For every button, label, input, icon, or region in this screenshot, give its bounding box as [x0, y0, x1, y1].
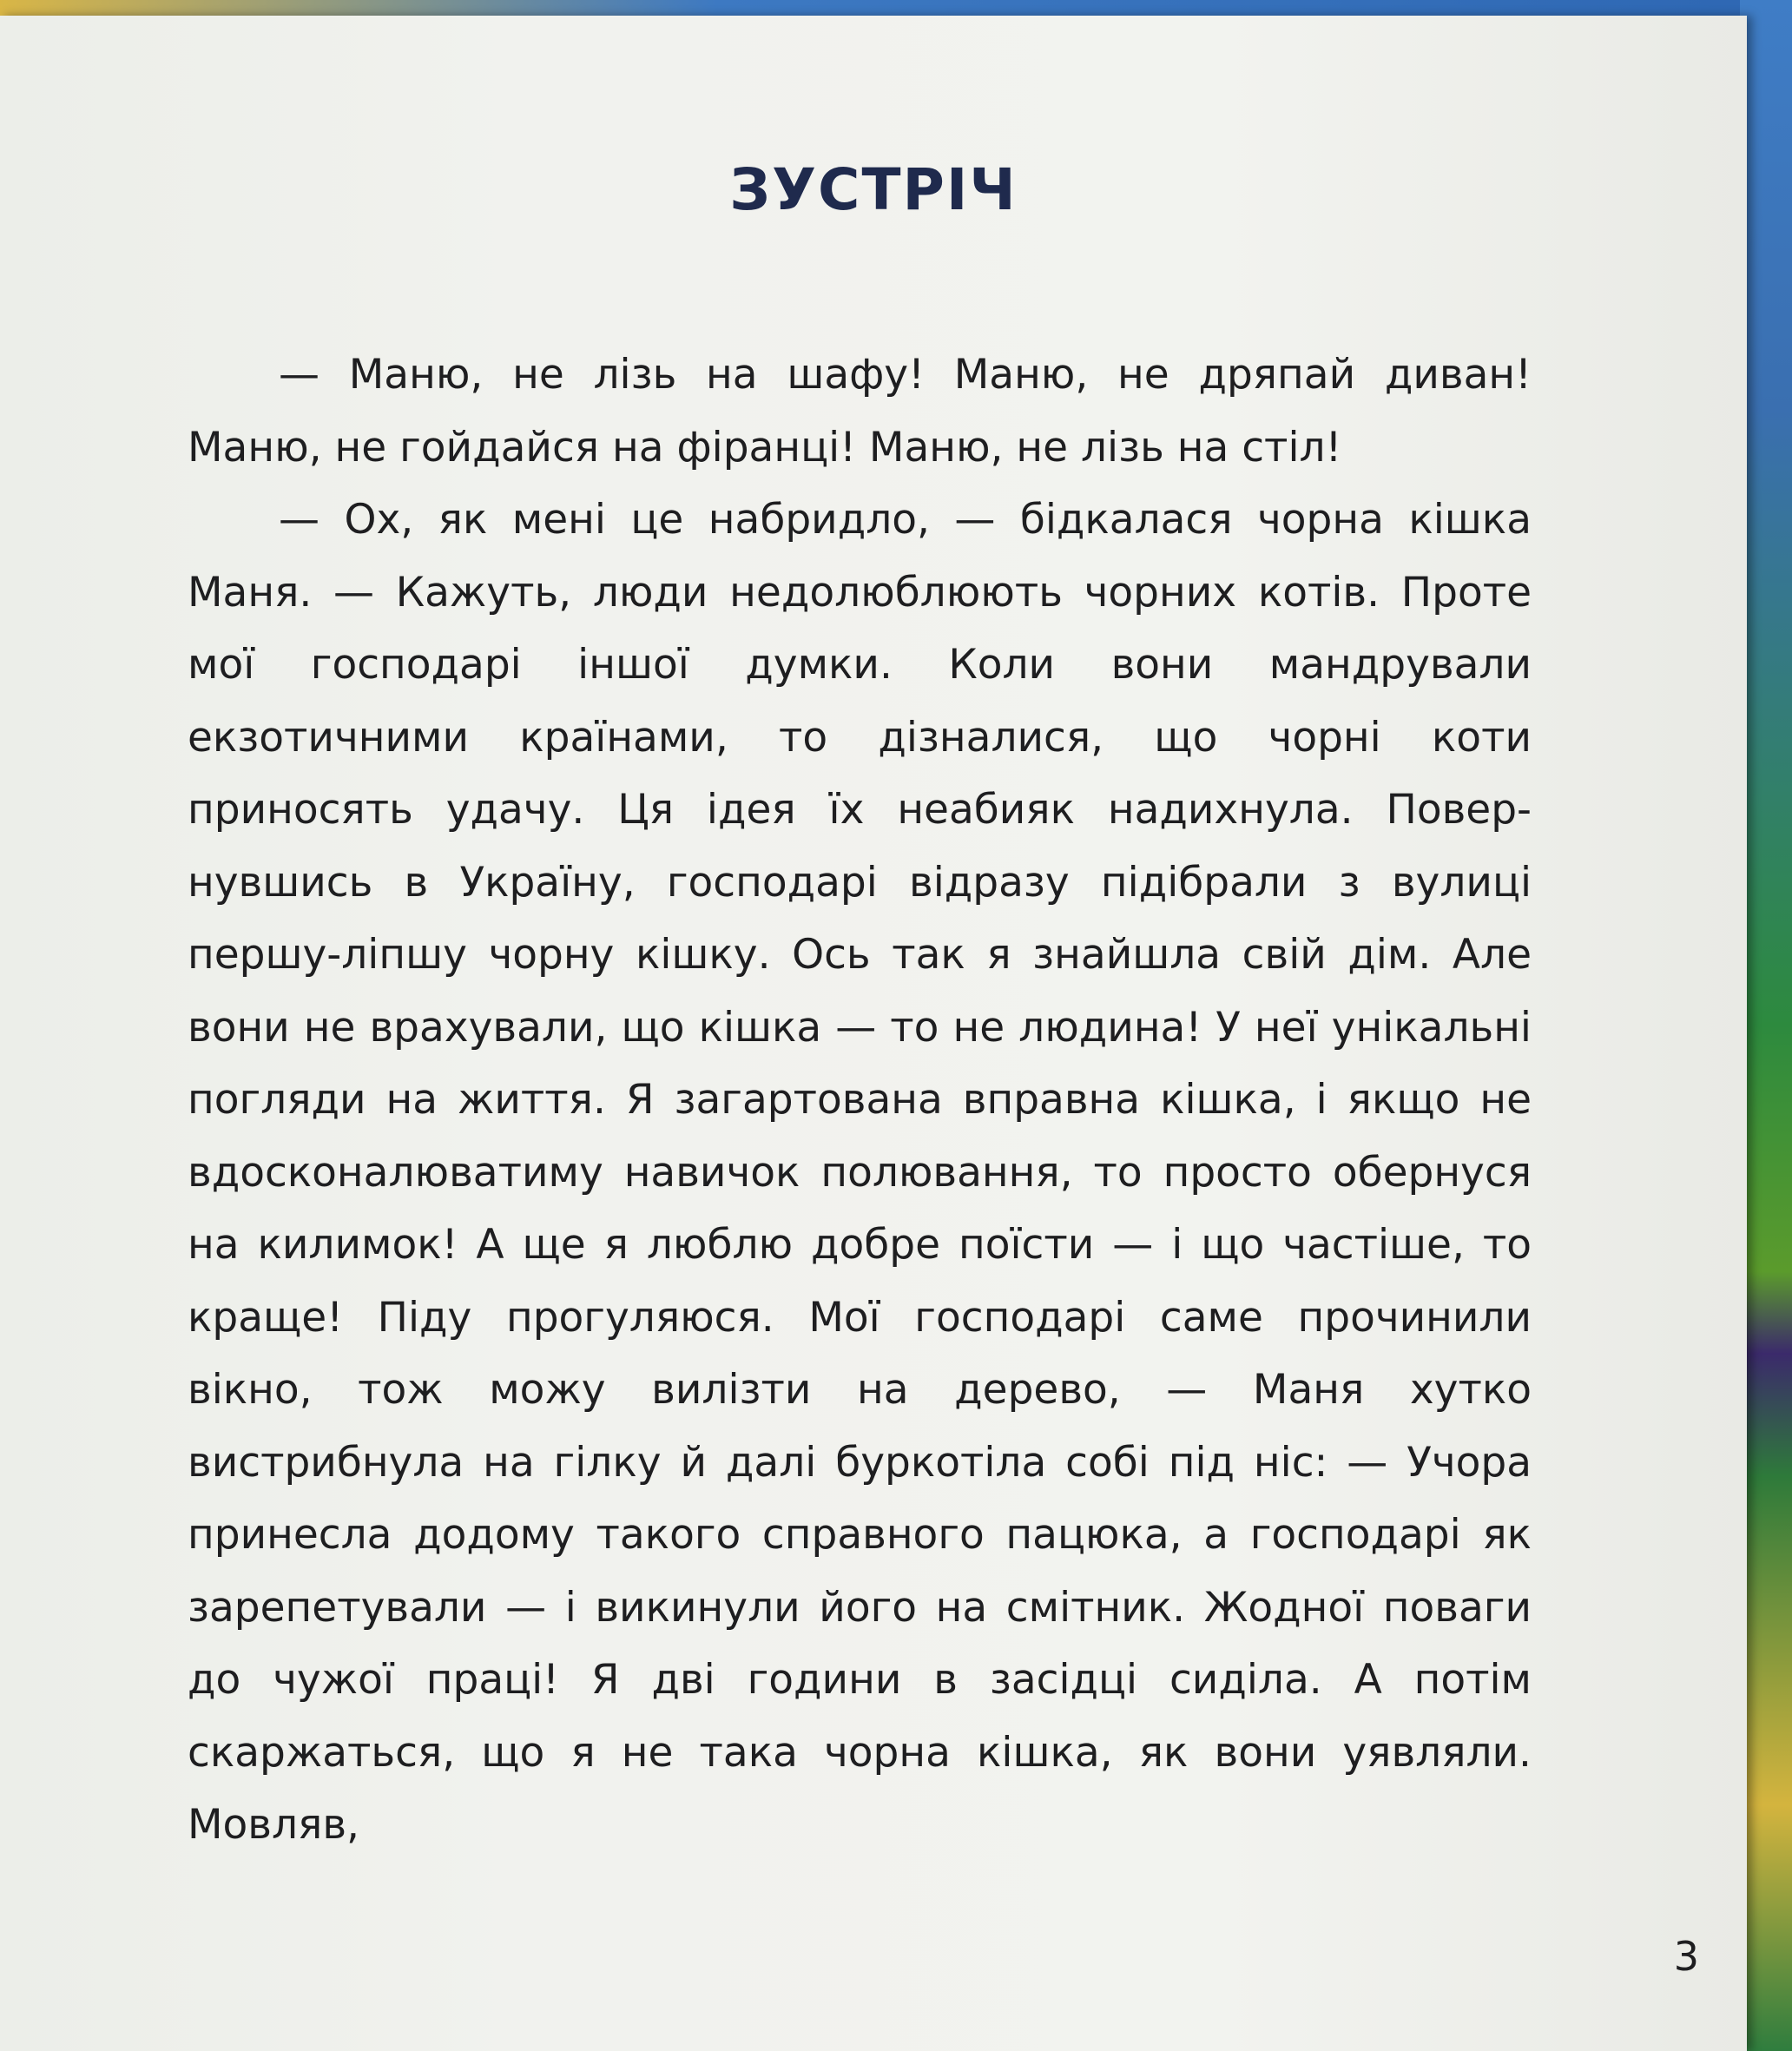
chapter-body: [188, 339, 1532, 1862]
paragraph-1: — Маню, не лізь на шафу! Маню, не дряпай диван! Маню, не гойдайся на фіранці! Маню, не лізь на стіл!: [188, 351, 1532, 472]
book-page: [0, 16, 1747, 2051]
page-number: 3: [1673, 1933, 1699, 1980]
cover-edge-right: [1740, 0, 1792, 2051]
chapter-title: ЗУСТРІЧ: [729, 156, 1018, 223]
paragraph-2: — Ох, як мені це набридло, — бідкалася чорна кішка Маня. — Кажуть, люди недолюблюють чорних котів. Проте мої господарі іншої думки. Коли вони мандрували екзотичними країнами, то дізналися, що чорні коти приносять удачу. Ця ідея їх неабияк надихнула. Повернувшись в Україну, господарі відразу підібрали з вулиці першу-ліпшу чорну кішку. Ось так я знайшла свій дім. Але вони не врахували, що кішка — то не людина! У неї унікальні погляди на життя. Я загартована вправна кішка, і якщо не вдосконалюватиму навичок полювання, то просто обернуся на килимок! А ще я люблю добре поїсти — і що частіше, то краще! Піду прогуляюся. Мої господарі саме прочинили вікно, тож можу вилізти на дерево, — Маня хутко вистрибнула на гілку й далі буркотіла собі під ніс: — Учора принесла додому такого справного пацюка, а господарі як зарепетували — і викинули його на смітник. Жодної поваги до чужої праці! Я дві години в засідці сиділа. А потім скаржаться, що я не така чорна кішка, як вони уявляли. Мовляв,: [188, 496, 1532, 1849]
